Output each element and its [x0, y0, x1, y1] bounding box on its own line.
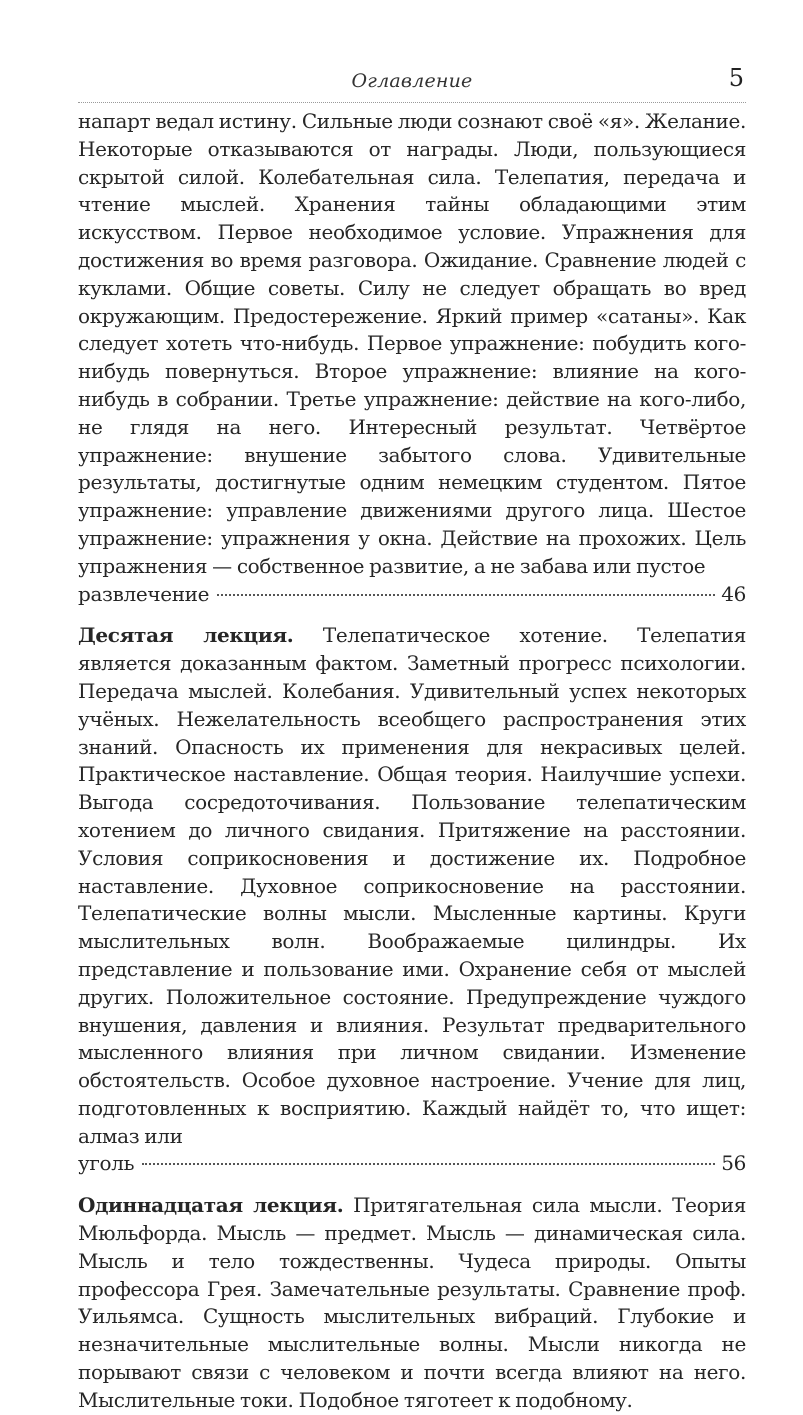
running-head [78, 0, 746, 103]
toc-entry-text: Притягательная сила мысли. Теория Мюльфорда. Мысль — предмет. Мысль — динамическая сила. Мысль и тело тождественны. Чудеса природы. Опыты профессора Грея. Замечательные результаты. Сравнение проф. Уильямса. Сущность мыслительных вибраций. Глубокие и незначительные мыслительные волны. Мысли никогда не порывают связи с человеком и почти всегда влияют на него. Мыслительные токи. Подобное тяготеет к подобному. [78, 1193, 746, 1412]
toc-entry-title: Десятая лекция. [78, 623, 294, 648]
toc-content [78, 108, 746, 1415]
toc-entry-page: 56 [721, 1151, 746, 1176]
toc-entry [78, 108, 746, 608]
toc-entry [78, 1192, 746, 1414]
toc-entry-last-words: уголь [78, 1151, 135, 1176]
toc-entry [78, 622, 746, 1178]
page-number: 5 [728, 64, 744, 92]
toc-leader-line [78, 1150, 746, 1178]
running-title: Оглавление [351, 70, 473, 92]
toc-entry-text: Телепатическое хотение. Телепатия является доказанным фактом. Заметный прогресс психологии. Передача мыслей. Колебания. Удивительный успех некоторых учёных. Нежелательность всеобщего распространения этих знаний. Опасность их применения для некрасивых целей. Практическое наставление. Общая теория. Наилучшие успехи. Выгода сосредоточивания. Пользование телепатическим хотением до личного свидания. Притяжение на расстоянии. Условия соприкосновения и достижение их. Подробное наставление. Духовное соприкосновение на расстоянии. Телепатические волны мысли. Мысленные картины. Круги мыслительных волн. Воображаемые цилиндры. Их представление и пользование ими. Охранение себя от мыслей других. Положительное состояние. Предупреждение чуждого внушения, давления и влияния. Результат предварительного мысленного влияния при личном свидании. Изменение обстоятельств. Особое духовное настроение. Учение для лиц, подготовленных к восприятию. Каждый найдёт то, что ищет: алмаз или [78, 623, 746, 1148]
toc-entry-title: Одиннадцатая лекция. [78, 1193, 344, 1218]
book-page [78, 0, 746, 1412]
toc-leader-line [78, 581, 746, 609]
toc-entry-last-words: развлечение [78, 581, 210, 606]
toc-leader-dots [217, 594, 715, 596]
toc-leader-dots [142, 1163, 715, 1165]
toc-entry-page: 46 [721, 581, 746, 606]
toc-entry-text: напарт ведал истину. Сильные люди сознают своё «я». Желание. Некоторые отказываются от награды. Люди, пользующиеся скрытой силой. Колебательная сила. Телепатия, передача и чтение мыслей. Хранения тайны обладающими этим искусством. Первое необходимое условие. Упражнения для достижения во время разговора. Ожидание. Сравнение людей с куклами. Общие советы. Силу не следует обращать во вред окружающим. Предостережение. Яркий пример «сатаны». Как следует хотеть что-нибудь. Первое упражнение: побудить кого-нибудь повернуться. Второе упражнение: влияние на кого-нибудь в собрании. Третье упражнение: действие на кого-либо, не глядя на него. Интересный результат. Четвёртое упражнение: внушение забытого слова. Удивительные результаты, достигнутые одним немецким студентом. Пятое упражнение: управление движениями другого лица. Шестое упражнение: упражнения у окна. Действие на прохожих. Цель упражнения — собственное развитие, а не забава или пустое [78, 109, 746, 578]
